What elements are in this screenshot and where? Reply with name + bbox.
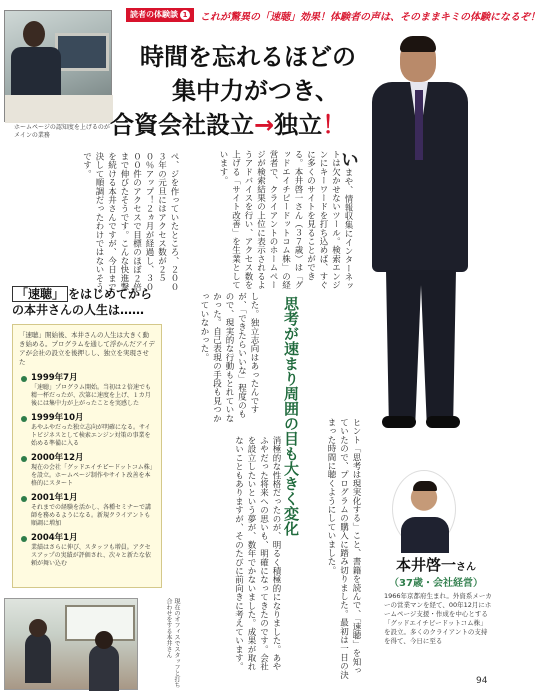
page-number: 94 xyxy=(476,676,488,686)
body-text-column-b xyxy=(186,150,359,291)
headline-line-1: 時間を忘れるほどの xyxy=(140,43,356,71)
timeline-item xyxy=(19,453,155,488)
portrait-hair-shape xyxy=(413,481,437,491)
profile-name-text: 本井啓一 xyxy=(395,556,456,574)
headline-exclamation: ！ xyxy=(322,111,347,139)
timeline-year: 1999年7月 xyxy=(31,373,78,383)
profile-subtitle: （37歳・会社経営） xyxy=(389,578,483,589)
timeline-item xyxy=(19,373,155,408)
sidebar-title-rest: をはじめてからの本井さんの人生は…… xyxy=(12,287,153,317)
monitor-shape xyxy=(55,33,109,71)
headline-line-2: 集中力がつき、 xyxy=(172,77,340,105)
body-text-column-d: ヒント「思考は現実化する」こと、書籍を読んで、「速聴」を知っていたので、プログラムの購入に踏み切りました。最初は一日の決まった時間に聴くようにしていました。 xyxy=(326,418,361,679)
photo-bottom-caption: 現在のオフィスでスタッフと打ち合わせをする本井さん xyxy=(165,598,180,688)
profile-name-box xyxy=(380,556,492,591)
sidebar-lead: 「速聴」開始後、本井さんの人生は大きく動き始める。プログラムを通して浮かんだアイデアが会社の設立を後押しし、独立を実現させた xyxy=(19,331,155,366)
man-tie-shape xyxy=(415,90,423,160)
person-1-body-shape xyxy=(25,633,51,683)
man-shoe-right xyxy=(426,416,460,428)
body-text-b: まや、情報収集にインターネットは欠かせないツール。検索エンジンにキーワードを打ち込めば、すぐに多くのサイトを見ることができる。本井啓一さん（３７歳）は「グッドエイチピードットコム株」の経営者で、クライアントのホームページが検索結果の上位に表示されるようアドバイスを行い、アクセス数を上げる「サイト改善」を生業としています。 xyxy=(218,150,353,291)
man-hair-shape xyxy=(400,36,436,52)
portrait-photo xyxy=(392,470,456,548)
top-headline: これが驚異の「速聴」効果！体験者の声は、そのままキミの体験になるぞ！ xyxy=(200,12,540,23)
timeline-sidebar xyxy=(12,286,162,596)
desk-shape xyxy=(5,95,113,123)
person-1-head-shape xyxy=(29,619,47,637)
person-2-body-shape xyxy=(89,645,119,691)
timeline-year: 1999年10月 xyxy=(31,413,84,423)
headline-arrow: → xyxy=(254,111,275,139)
photo-top-caption: ホームページの認知度を上げるのがメインの業務 xyxy=(14,124,110,139)
body-text-column-c: した。独立志向はあったんですが、「できたらいいな」程度のもので、現実的な行動もとれていなかった。自己表現の手段も見つかっていなかった。 xyxy=(199,292,259,423)
timeline-year: 2001年1月 xyxy=(31,493,78,503)
headline-line-3 xyxy=(110,108,380,142)
timeline-year: 2004年1月 xyxy=(31,533,78,543)
timeline-text: 現在の会社「グッドエイチピードットコム株」を設立。ホームページ制作やサイト改善を本格的にスタート xyxy=(31,464,153,487)
body-text-column-e: 消極的な性格だったのが、明るく積極的になりました。あやふやだった将来への思いも、明確になってきたのです。会社を設立したいという夢が、数年でかないました。成果が取れないこともありますが、そのたびに前向きに考えています。 xyxy=(233,436,281,671)
timeline-text: 業績はさらに伸び、スタッフも増員。アクセスアップの実績が評価され、次々と新たな依頼が舞い込む xyxy=(31,544,151,567)
timeline-text: あやふやだった独立志向が明確になる。サイトビジネスとして検索エンジン対策の事業を始める準備に入る xyxy=(31,424,151,447)
photo-office-meeting xyxy=(4,598,138,690)
main-headline xyxy=(110,40,380,142)
timeline-item xyxy=(19,413,155,448)
person-head-shape xyxy=(23,21,45,47)
man-shoe-left xyxy=(382,416,416,428)
timeline-year: 2000年12月 xyxy=(31,453,84,463)
profile-name xyxy=(380,556,492,577)
headline-line-3b: 独立 xyxy=(274,111,323,139)
pull-quote: 思考が速まり周囲の目も大きく変化 xyxy=(282,296,300,536)
photo-standing-man xyxy=(362,34,482,434)
series-tag xyxy=(126,8,194,22)
photo-man-at-computer xyxy=(4,10,112,122)
portrait-body-shape xyxy=(401,517,449,553)
profile-bio: 1966年京都府生まれ。外資系メーカーの営業マンを経て、00年12月にホームページ支援・作成を中心とする「グッドエイチピードットコム株」を設立。多くのクライアントの支持を得て、今日に至る xyxy=(384,592,492,645)
headline-line-3a: 合資会社設立 xyxy=(110,111,254,139)
sidebar-title-keyword: 「速聴」 xyxy=(12,286,68,302)
timeline-item xyxy=(19,533,155,568)
timeline-text: それまでの経験を活かし、各種セミナーで講師を務めるようになる。新規クライアントも順調に増加 xyxy=(31,504,152,527)
series-tag-label: 読者の体験談 xyxy=(130,10,178,19)
timeline-item xyxy=(19,493,155,528)
body-text-column-a: ぺ、ジを作っていたところ、２００３年の元旦にはアクセス数が２５０％アップ！２ヵ月が経過し、３０００件のアクセスで目標のほぼ２倍まで伸びたそうです。こんな快進撃を続ける本井さんですが、今日まで決して順調だったわけではないそうです。 xyxy=(81,152,179,292)
person-2-head-shape xyxy=(95,631,113,649)
series-number: 1 xyxy=(180,10,190,20)
sidebar-title xyxy=(12,286,162,318)
drop-cap: い xyxy=(338,150,359,169)
sidebar-box xyxy=(12,324,162,588)
timeline-text: 「速聴」プログラム開始。当初は２倍速でも精一杯だったが、次第に速度を上げ、１カ月後には集中力が上がったことを実感した xyxy=(31,384,151,407)
profile-honorific: さん xyxy=(456,562,476,573)
man-legs-shape xyxy=(386,270,456,420)
